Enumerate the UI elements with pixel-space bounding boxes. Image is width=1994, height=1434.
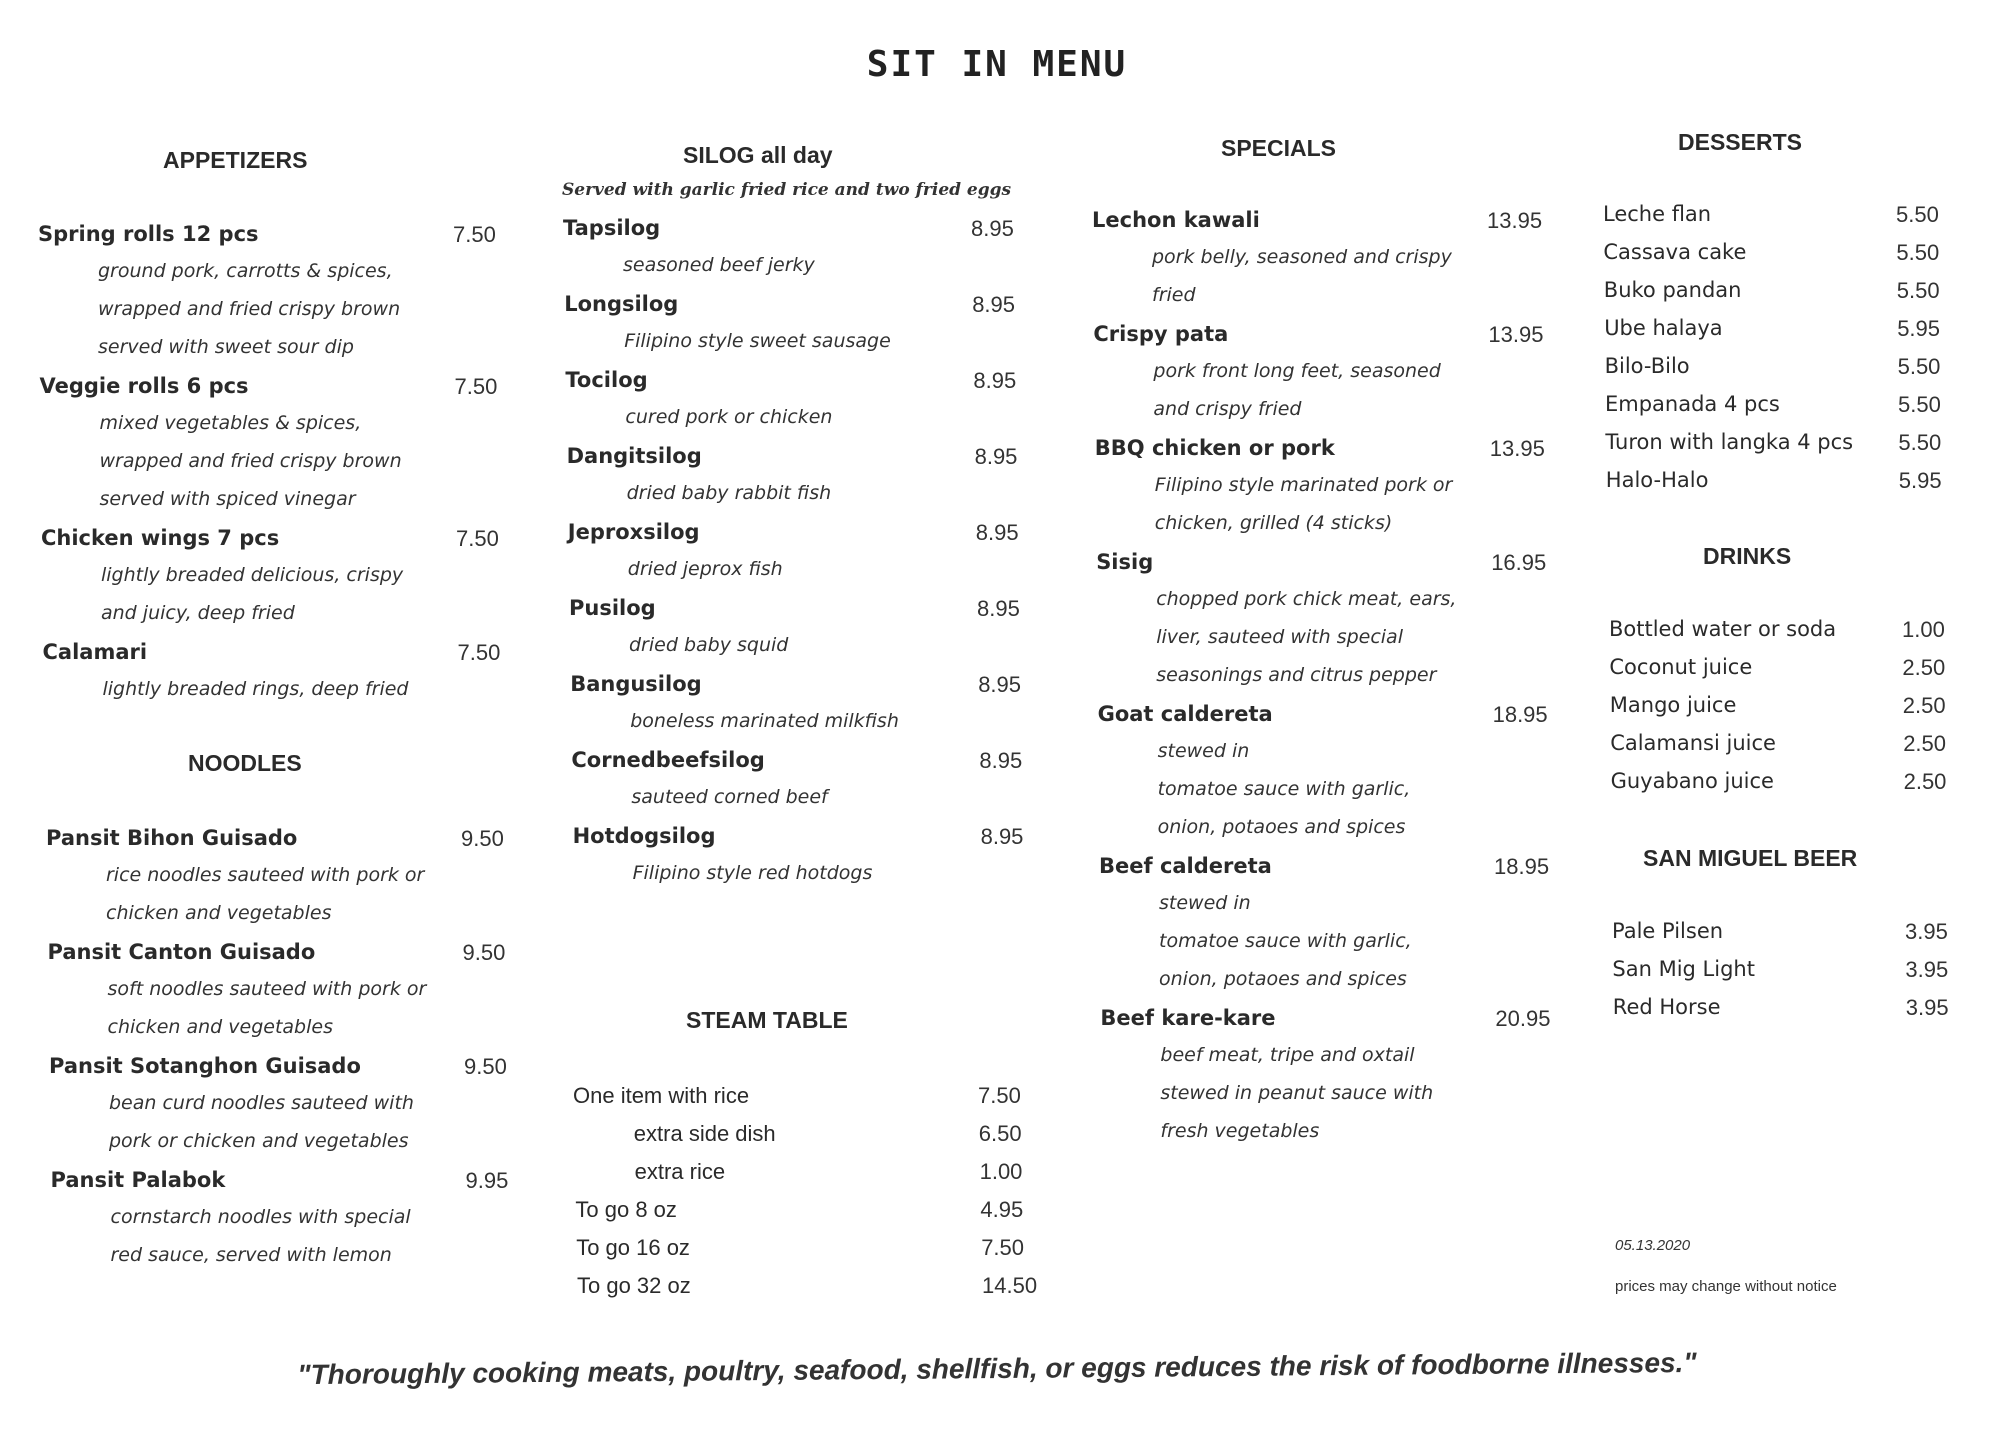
item-price: 13.95 bbox=[1489, 436, 1545, 461]
item-description: Filipino style red hotdogs bbox=[632, 862, 873, 884]
item-name: extra side dish bbox=[633, 1121, 776, 1146]
item-price: 13.95 bbox=[1488, 322, 1544, 347]
item-description: chicken and vegetables bbox=[107, 1016, 333, 1038]
item-description: sauteed corned beef bbox=[631, 786, 828, 808]
item-name: Ube halaya bbox=[1604, 316, 1723, 340]
item-name: Cornedbeefsilog bbox=[571, 748, 765, 772]
menu-date: 05.13.2020 bbox=[1615, 1237, 1691, 1254]
item-description: Filipino style sweet sausage bbox=[624, 330, 891, 352]
desserts-heading: DESSERTS bbox=[1678, 129, 1802, 155]
item-price: 8.95 bbox=[973, 368, 1017, 393]
item-price: 8.95 bbox=[977, 596, 1020, 621]
item-price: 3.95 bbox=[1905, 957, 1949, 982]
item-name: Dangitsilog bbox=[566, 444, 702, 468]
item-price: 18.95 bbox=[1492, 702, 1548, 727]
item-price: 3.95 bbox=[1905, 995, 1949, 1020]
item-name: Beef caldereta bbox=[1099, 854, 1272, 878]
item-description: mixed vegetables & spices, bbox=[99, 412, 362, 434]
item-description: chicken, grilled (4 sticks) bbox=[1154, 512, 1393, 534]
item-description: stewed in bbox=[1159, 892, 1251, 914]
item-price: 5.50 bbox=[1898, 392, 1941, 417]
item-name: Goat caldereta bbox=[1097, 702, 1273, 726]
item-price: 7.50 bbox=[453, 222, 496, 247]
item-price: 8.95 bbox=[979, 748, 1023, 773]
item-name: Halo-Halo bbox=[1605, 468, 1709, 492]
item-name: Sisig bbox=[1096, 550, 1154, 574]
item-price: 13.95 bbox=[1487, 208, 1543, 233]
item-name: To go 8 oz bbox=[575, 1197, 677, 1222]
item-description: soft noodles sauteed with pork or bbox=[107, 978, 427, 1000]
item-description: chopped pork chick meat, ears, bbox=[1156, 588, 1457, 610]
item-price: 5.95 bbox=[1898, 468, 1942, 493]
item-name: Bottled water or soda bbox=[1609, 617, 1837, 641]
item-description: dried jeprox fish bbox=[627, 558, 783, 580]
item-description: dried baby rabbit fish bbox=[626, 482, 832, 504]
item-description: seasoned beef jerky bbox=[623, 254, 815, 276]
item-name: Buko pandan bbox=[1603, 278, 1742, 302]
item-name: To go 16 oz bbox=[576, 1235, 690, 1260]
item-description: lightly breaded delicious, crispy bbox=[101, 564, 404, 586]
item-name: Tapsilog bbox=[563, 216, 661, 240]
item-name: Lechon kawali bbox=[1092, 208, 1260, 232]
item-price: 2.50 bbox=[1903, 731, 1947, 756]
item-name: Tocilog bbox=[565, 368, 648, 392]
item-description: served with sweet sour dip bbox=[98, 336, 354, 358]
item-name: Red Horse bbox=[1612, 995, 1721, 1019]
item-price: 9.50 bbox=[462, 940, 506, 965]
item-name: Turon with langka 4 pcs bbox=[1605, 430, 1854, 454]
item-price: 5.95 bbox=[1897, 316, 1941, 341]
item-name: One item with rice bbox=[573, 1083, 750, 1108]
item-description: boneless marinated milkfish bbox=[630, 710, 899, 732]
item-description: and juicy, deep fried bbox=[101, 602, 295, 624]
item-name: Beef kare-kare bbox=[1100, 1006, 1276, 1030]
item-name: Crispy pata bbox=[1093, 322, 1229, 346]
item-description: tomatoe sauce with garlic, bbox=[1159, 930, 1412, 952]
item-price: 14.50 bbox=[982, 1273, 1038, 1298]
item-description: stewed in peanut sauce with bbox=[1160, 1082, 1434, 1104]
item-price: 5.50 bbox=[1897, 354, 1941, 379]
item-name: Hotdogsilog bbox=[572, 824, 716, 848]
item-description: cornstarch noodles with special bbox=[110, 1206, 411, 1228]
item-price: 2.50 bbox=[1903, 769, 1947, 794]
item-price: 7.50 bbox=[978, 1083, 1021, 1108]
item-name: Guyabano juice bbox=[1610, 769, 1774, 793]
item-name: Jeproxsilog bbox=[567, 520, 700, 544]
item-price: 9.95 bbox=[465, 1168, 509, 1193]
item-name: extra rice bbox=[634, 1159, 726, 1184]
item-price: 8.95 bbox=[971, 216, 1014, 241]
item-name: Pansit Bihon Guisado bbox=[46, 826, 298, 850]
item-price: 8.95 bbox=[975, 520, 1019, 545]
item-price: 8.95 bbox=[974, 444, 1018, 469]
item-description: onion, potaoes and spices bbox=[1157, 816, 1406, 838]
item-price: 3.95 bbox=[1905, 919, 1948, 944]
item-description: lightly breaded rings, deep fried bbox=[102, 678, 409, 700]
item-description: Filipino style marinated pork or bbox=[1154, 474, 1453, 496]
item-price: 5.50 bbox=[1896, 240, 1940, 265]
silog-heading: SILOG all day bbox=[683, 142, 833, 168]
item-name: Bilo-Bilo bbox=[1604, 354, 1690, 378]
item-name: Pansit Canton Guisado bbox=[47, 940, 316, 964]
item-price: 2.50 bbox=[1902, 655, 1946, 680]
item-description: and crispy fried bbox=[1153, 398, 1302, 420]
item-name: Bangusilog bbox=[570, 672, 702, 696]
item-name: Pansit Sotanghon Guisado bbox=[49, 1054, 361, 1078]
specials-heading: SPECIALS bbox=[1221, 135, 1337, 161]
item-price: 8.95 bbox=[980, 824, 1024, 849]
item-price: 6.50 bbox=[978, 1121, 1022, 1146]
item-description: chicken and vegetables bbox=[106, 902, 332, 924]
item-price: 8.95 bbox=[972, 292, 1016, 317]
item-price: 7.50 bbox=[981, 1235, 1025, 1260]
item-price: 5.50 bbox=[1896, 202, 1939, 227]
item-description: stewed in bbox=[1157, 740, 1250, 762]
item-price: 1.00 bbox=[1902, 617, 1945, 642]
item-name: Calamari bbox=[42, 640, 148, 664]
beer-heading: SAN MIGUEL BEER bbox=[1643, 845, 1858, 871]
item-description: cured pork or chicken bbox=[625, 406, 833, 428]
steam-table-heading: STEAM TABLE bbox=[686, 1007, 848, 1033]
item-name: Calamansi juice bbox=[1610, 731, 1776, 755]
item-price: 7.50 bbox=[456, 526, 499, 551]
item-description: pork belly, seasoned and crispy bbox=[1152, 246, 1452, 268]
item-price: 9.50 bbox=[461, 826, 504, 851]
item-description: red sauce, served with lemon bbox=[110, 1244, 392, 1266]
item-price: 5.50 bbox=[1896, 278, 1940, 303]
appetizers-heading: APPETIZERS bbox=[163, 147, 308, 173]
item-price: 8.95 bbox=[978, 672, 1022, 697]
item-description: fresh vegetables bbox=[1160, 1120, 1320, 1142]
item-description: rice noodles sauteed with pork or bbox=[106, 864, 425, 886]
item-name: Pansit Palabok bbox=[50, 1168, 226, 1192]
item-description: seasonings and citrus pepper bbox=[1156, 664, 1437, 686]
item-name: Pale Pilsen bbox=[1612, 919, 1724, 943]
item-name: BBQ chicken or pork bbox=[1094, 436, 1335, 460]
item-description: fried bbox=[1152, 284, 1196, 306]
item-description: wrapped and fried crispy brown bbox=[98, 298, 401, 320]
price-notice: prices may change without notice bbox=[1615, 1278, 1837, 1295]
noodles-heading: NOODLES bbox=[188, 750, 302, 776]
menu-title: SIT IN MENU bbox=[866, 44, 1128, 85]
item-name: Veggie rolls 6 pcs bbox=[39, 374, 249, 398]
item-price: 9.50 bbox=[464, 1054, 507, 1079]
item-name: Cassava cake bbox=[1603, 240, 1747, 264]
item-description: pork front long feet, seasoned bbox=[1153, 360, 1441, 382]
item-description: bean curd noodles sauteed with bbox=[109, 1092, 414, 1114]
item-name: To go 32 oz bbox=[577, 1273, 691, 1298]
item-description: beef meat, tripe and oxtail bbox=[1160, 1044, 1415, 1066]
item-name: Spring rolls 12 pcs bbox=[38, 222, 259, 246]
item-price: 18.95 bbox=[1494, 854, 1550, 879]
item-price: 16.95 bbox=[1491, 550, 1547, 575]
item-description: served with spiced vinegar bbox=[99, 488, 356, 510]
silog-subheading: Served with garlic fried rice and two fried eggs bbox=[562, 180, 1012, 200]
item-price: 7.50 bbox=[454, 374, 498, 399]
item-name: Pusilog bbox=[569, 596, 656, 620]
item-description: ground pork, carrotts & spices, bbox=[98, 260, 393, 282]
item-description: dried baby squid bbox=[629, 634, 789, 656]
item-price: 1.00 bbox=[979, 1159, 1023, 1184]
item-name: Longsilog bbox=[564, 292, 679, 316]
item-name: Coconut juice bbox=[1609, 655, 1753, 679]
food-safety-footer: "Thoroughly cooking meats, poultry, seafood, shellfish, or eggs reduces the risk of foodborne illnesses." bbox=[297, 1346, 1697, 1391]
item-name: Mango juice bbox=[1609, 693, 1737, 717]
item-description: liver, sauteed with special bbox=[1156, 626, 1403, 648]
item-description: onion, potaoes and spices bbox=[1159, 968, 1407, 990]
item-name: Leche flan bbox=[1603, 202, 1712, 226]
item-price: 2.50 bbox=[1902, 693, 1946, 718]
item-name: Empanada 4 pcs bbox=[1605, 392, 1780, 416]
item-price: 4.95 bbox=[980, 1197, 1024, 1222]
item-price: 20.95 bbox=[1495, 1006, 1551, 1031]
item-name: San Mig Light bbox=[1612, 957, 1755, 981]
item-price: 7.50 bbox=[457, 640, 501, 665]
item-name: Chicken wings 7 pcs bbox=[41, 526, 280, 550]
item-price: 5.50 bbox=[1898, 430, 1942, 455]
item-description: tomatoe sauce with garlic, bbox=[1157, 778, 1411, 800]
drinks-heading: DRINKS bbox=[1703, 543, 1792, 569]
item-description: wrapped and fried crispy brown bbox=[99, 450, 402, 472]
item-description: pork or chicken and vegetables bbox=[109, 1130, 409, 1152]
